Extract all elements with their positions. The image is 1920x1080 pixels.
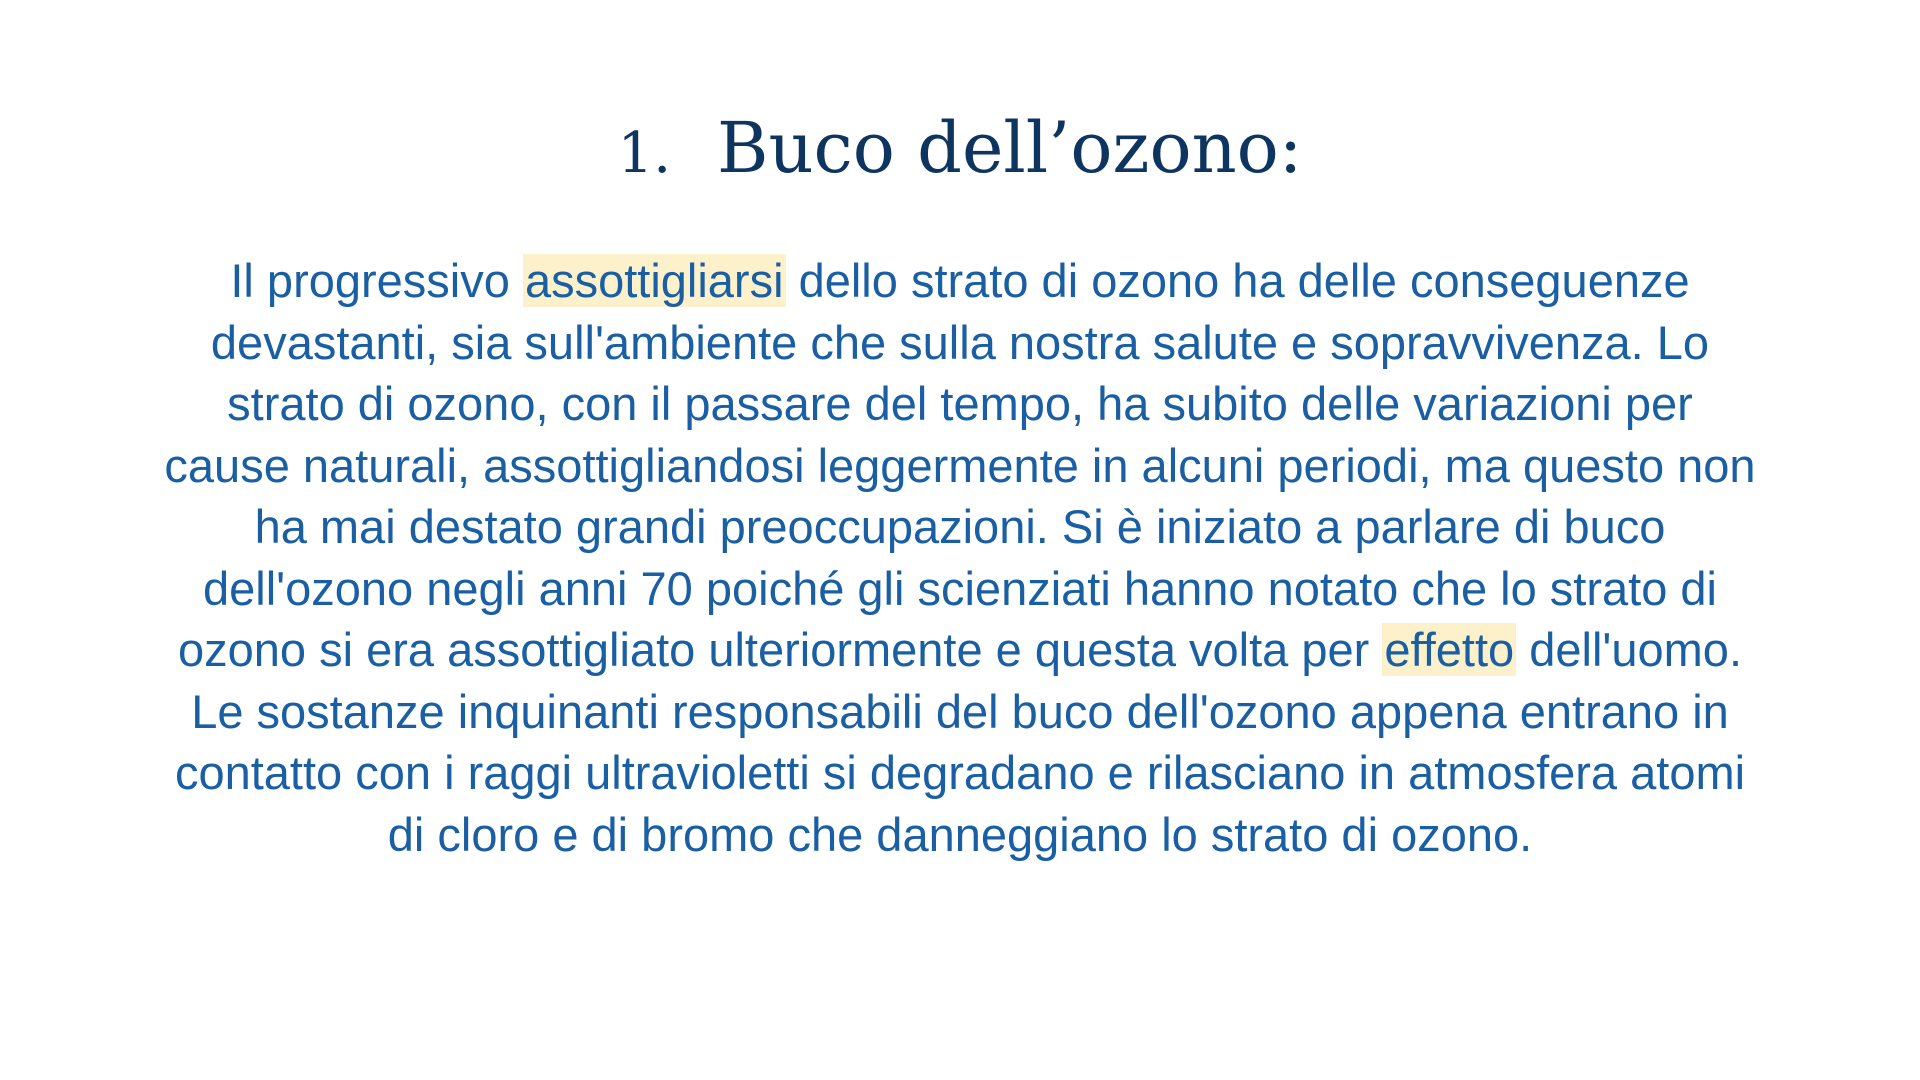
paragraph-part-1: Il progressivo xyxy=(230,254,523,307)
highlighted-word-assottigliarsi: assottigliarsi xyxy=(524,254,784,307)
title-text: Buco dell’ozono: xyxy=(717,107,1303,189)
highlighted-word-effetto: effetto xyxy=(1384,623,1515,676)
slide-title xyxy=(0,107,1920,189)
paragraph-part-2: dello strato di ozono ha delle conseguenze devastanti, sia sull'ambiente che sulla nostra salute e sopravvivenza. Lo strato di ozono, con il passare del tempo, ha subito delle variazioni per cause naturali, assottigliandosi leggermente in alcuni periodi, ma questo non ha mai destato grandi preoccupazioni. Si è iniziato a parlare di buco dell'ozono negli anni 70 poiché gli scienziati hanno notato che lo strato di ozono si era assottigliato ulteriormente e questa volta per xyxy=(164,254,1756,676)
body-paragraph xyxy=(160,250,1760,865)
paragraph-part-3: dell'uomo. Le sostanze inquinanti responsabili del buco dell'ozono appena entrano in contatto con i raggi ultravioletti si degradano e rilasciano in atmosfera atomi di cloro e di bromo che danneggiano lo strato di ozono. xyxy=(174,623,1746,861)
list-number: 1. xyxy=(617,121,672,186)
